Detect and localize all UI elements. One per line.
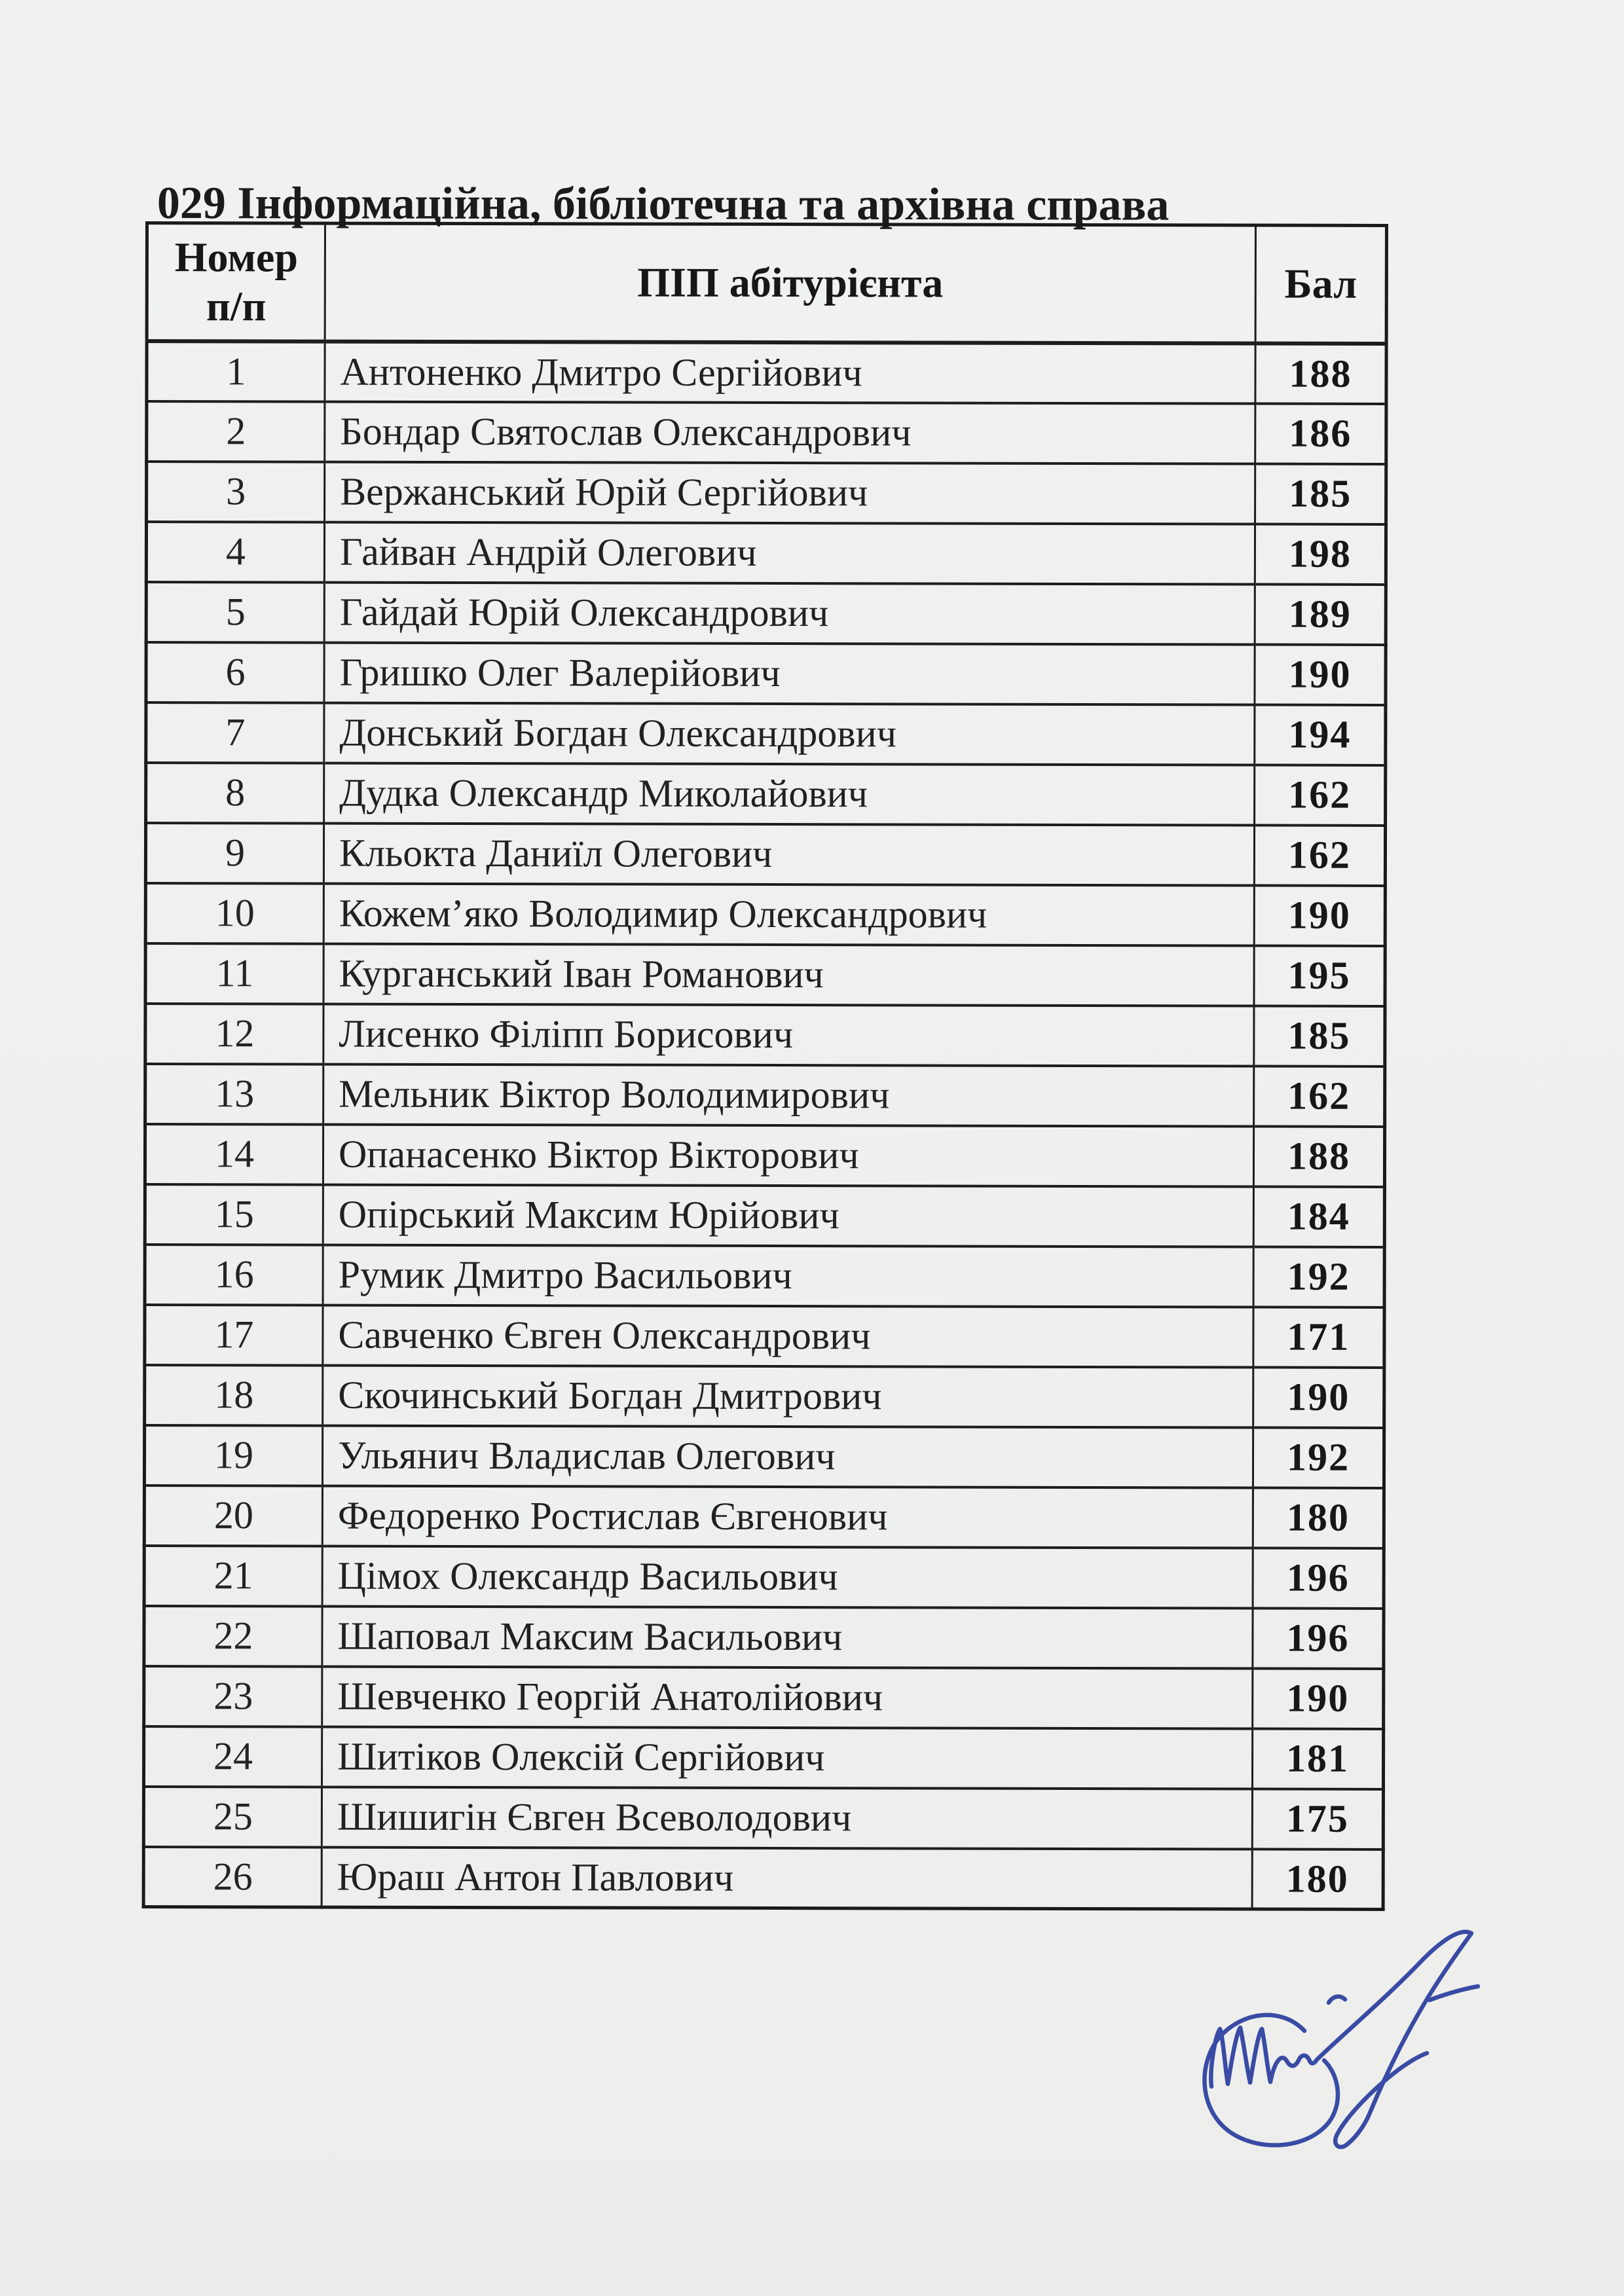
table-row — [146, 702, 1386, 765]
row-name: Мельник Віктор Володимирович — [323, 1064, 1254, 1126]
row-number: 18 — [145, 1365, 323, 1426]
row-number: 9 — [145, 823, 323, 884]
row-number: 1 — [147, 341, 325, 402]
table-row — [146, 522, 1386, 585]
table-row — [144, 1425, 1384, 1488]
table-row — [145, 1305, 1384, 1368]
row-name: Гайван Андрій Олегович — [324, 522, 1255, 584]
row-name: Вержанський Юрій Сергійович — [325, 462, 1255, 524]
table-row — [145, 883, 1385, 946]
row-score: 192 — [1253, 1247, 1384, 1307]
row-number: 10 — [145, 883, 323, 944]
row-name: Шитіков Олексій Сергійович — [322, 1726, 1252, 1789]
row-score: 190 — [1253, 1367, 1384, 1427]
row-score: 162 — [1254, 825, 1385, 885]
row-score: 192 — [1253, 1427, 1384, 1487]
table-row — [145, 1245, 1384, 1307]
row-name: Скочинський Богдан Дмитрович — [323, 1365, 1253, 1427]
row-name: Антоненко Дмитро Сергійович — [325, 341, 1255, 403]
row-number: 21 — [144, 1546, 322, 1607]
row-score: 171 — [1253, 1307, 1384, 1367]
row-score: 196 — [1253, 1608, 1384, 1668]
table-row — [145, 1124, 1384, 1187]
row-number: 15 — [145, 1184, 323, 1245]
row-score: 190 — [1255, 644, 1386, 704]
row-name: Шаповал Максим Васильович — [322, 1606, 1253, 1668]
row-name: Бондар Святослав Олександрович — [325, 401, 1255, 464]
row-name: Ульянич Владислав Олегович — [322, 1425, 1253, 1487]
row-score: 184 — [1253, 1186, 1384, 1247]
row-name: Румик Дмитро Васильович — [323, 1245, 1253, 1307]
header-number-line2: п/п — [206, 283, 267, 330]
row-number: 3 — [147, 462, 325, 522]
table-row — [143, 1846, 1383, 1909]
row-score: 188 — [1255, 343, 1386, 403]
row-name: Юраш Антон Павлович — [322, 1847, 1252, 1909]
row-score: 194 — [1255, 704, 1386, 765]
row-score: 162 — [1255, 765, 1386, 825]
table-row — [145, 1004, 1385, 1066]
row-name: Федоренко Ростислав Євгенович — [322, 1485, 1253, 1548]
table-row — [146, 763, 1386, 826]
header-number — [147, 223, 325, 342]
row-number: 16 — [145, 1245, 323, 1305]
table-row — [145, 1064, 1385, 1127]
row-score: 185 — [1254, 1006, 1385, 1066]
row-number: 19 — [144, 1425, 322, 1486]
row-number: 14 — [145, 1124, 323, 1185]
header-score: Бал — [1255, 225, 1386, 343]
row-name: Кльокта Даниїл Олегович — [323, 823, 1254, 885]
row-name: Донський Богдан Олександрович — [324, 702, 1255, 765]
table-row — [146, 642, 1386, 705]
row-number: 22 — [144, 1606, 322, 1667]
row-score: 196 — [1253, 1548, 1384, 1608]
row-name: Опірський Максим Юрійович — [323, 1184, 1253, 1247]
row-name: Шевченко Георгій Анатолійович — [322, 1666, 1253, 1728]
row-number: 6 — [146, 642, 324, 703]
results-table-header — [147, 223, 1386, 344]
row-number: 4 — [146, 522, 324, 583]
row-name: Опанасенко Віктор Вікторович — [323, 1124, 1253, 1186]
handwritten-signature — [1182, 1922, 1516, 2190]
table-row — [144, 1606, 1384, 1669]
row-number: 5 — [146, 582, 324, 643]
row-number: 25 — [143, 1787, 322, 1848]
table-row — [144, 1485, 1384, 1548]
row-number: 24 — [143, 1726, 322, 1787]
row-number: 2 — [147, 401, 325, 462]
table-row — [146, 582, 1386, 645]
row-name: Савченко Євген Олександрович — [323, 1305, 1253, 1367]
row-number: 12 — [145, 1004, 323, 1065]
row-number: 7 — [146, 702, 324, 763]
row-score: 185 — [1255, 464, 1386, 524]
row-score: 180 — [1253, 1487, 1384, 1548]
table-row — [144, 1546, 1384, 1609]
row-name: Шишигін Євген Всеволодович — [322, 1787, 1252, 1849]
row-score: 186 — [1255, 403, 1386, 464]
row-name: Дудка Олександр Миколайович — [324, 763, 1255, 825]
row-score: 162 — [1254, 1066, 1385, 1126]
table-row — [145, 1184, 1384, 1247]
row-number: 17 — [145, 1305, 323, 1366]
row-name: Лисенко Філіпп Борисович — [323, 1004, 1254, 1066]
table-row — [145, 823, 1385, 886]
results-table-body — [143, 341, 1386, 1910]
results-table — [142, 221, 1388, 1911]
table-row — [147, 401, 1386, 464]
row-number: 26 — [143, 1846, 322, 1907]
row-score: 188 — [1253, 1126, 1384, 1186]
table-row — [147, 462, 1386, 524]
row-name: Курганський Іван Романович — [323, 943, 1254, 1006]
table-row — [143, 1787, 1383, 1850]
header-name: ПІП абітурієнта — [325, 223, 1255, 343]
row-number: 8 — [146, 763, 324, 824]
table-row — [147, 341, 1386, 404]
row-score: 190 — [1253, 1668, 1384, 1728]
row-score: 195 — [1254, 945, 1385, 1006]
row-name: Цімох Олександр Васильович — [322, 1546, 1253, 1608]
row-score: 180 — [1252, 1849, 1383, 1909]
row-number: 13 — [145, 1064, 323, 1125]
row-score: 181 — [1252, 1728, 1383, 1789]
row-score: 190 — [1254, 885, 1385, 945]
row-score: 189 — [1255, 584, 1386, 644]
table-row — [145, 943, 1385, 1006]
row-name: Гришко Олег Валерійович — [324, 642, 1255, 704]
table-row — [145, 1365, 1384, 1428]
row-score: 175 — [1252, 1789, 1383, 1849]
signature-ink-scribble — [1182, 1922, 1516, 2190]
table-row — [143, 1726, 1383, 1789]
header-number-line1: Номер — [174, 233, 299, 281]
row-name: Кожем’яко Володимир Олександрович — [323, 883, 1254, 945]
row-number: 20 — [144, 1485, 322, 1546]
row-score: 198 — [1255, 524, 1386, 584]
row-number: 23 — [144, 1666, 322, 1727]
page-title: 029 Інформаційна, бібліотечна та архівна справа — [157, 177, 1170, 230]
table-row — [144, 1666, 1384, 1729]
row-name: Гайдай Юрій Олександрович — [324, 582, 1255, 644]
row-number: 11 — [145, 943, 323, 1004]
